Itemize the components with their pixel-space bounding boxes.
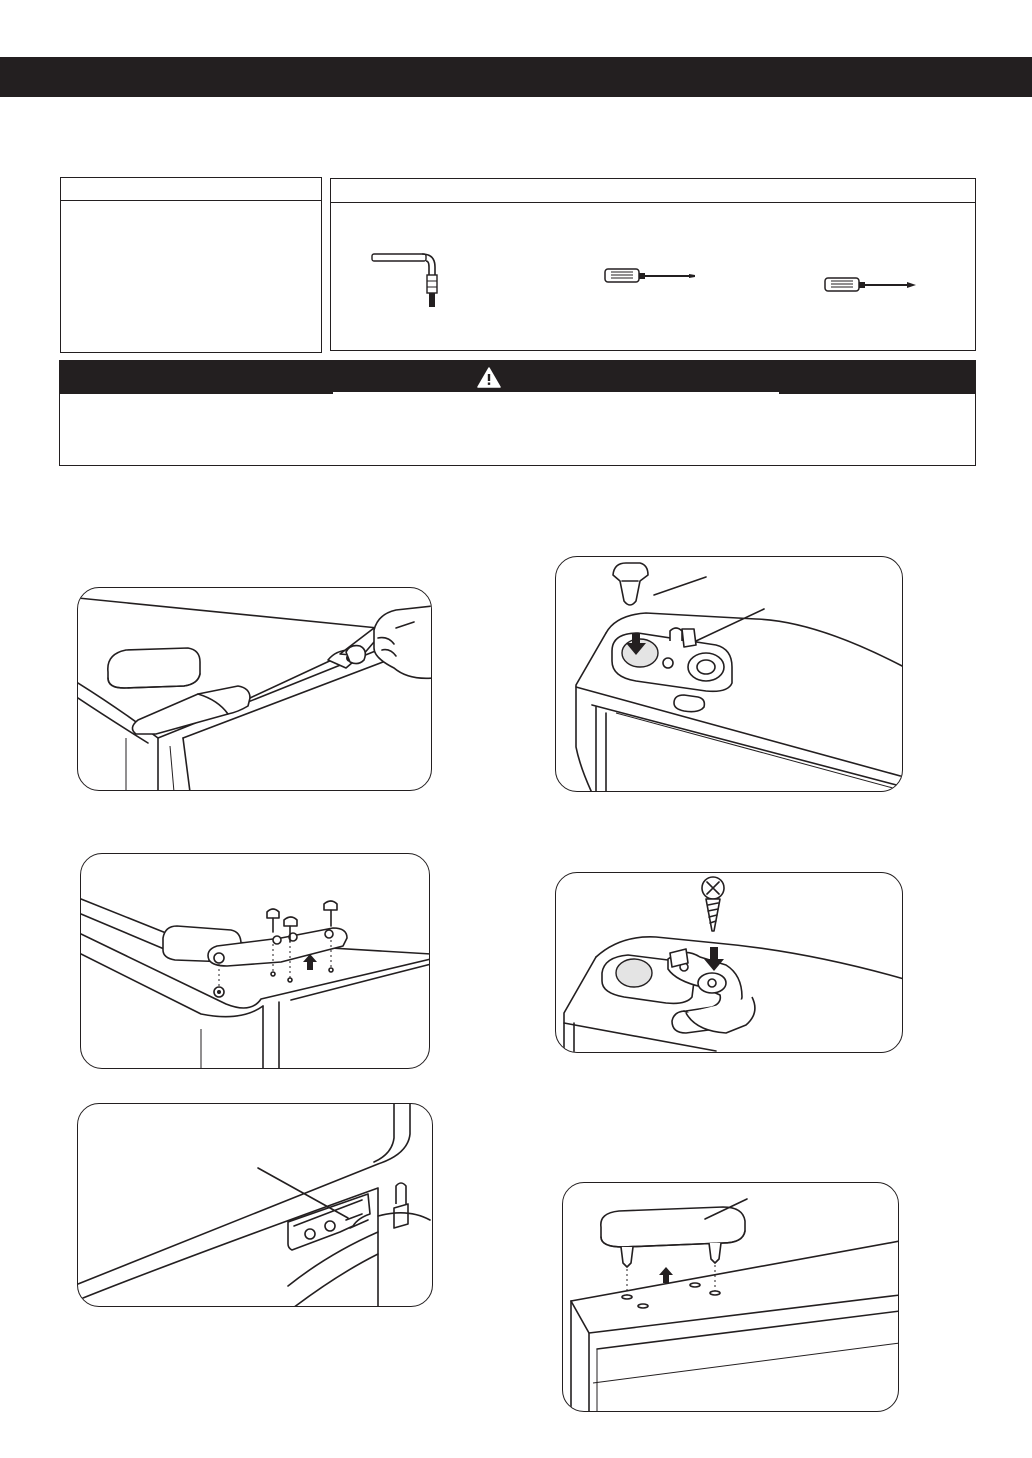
warning-triangle-icon — [476, 366, 502, 389]
install-hinge-cover-figure — [562, 1182, 899, 1412]
parts-box — [60, 177, 322, 353]
flat-screwdriver-icon — [603, 265, 699, 289]
phillips-screwdriver-icon — [823, 274, 919, 298]
warning-bar — [59, 360, 975, 394]
remove-top-hinge-screws-figure — [80, 853, 430, 1069]
tools-box — [330, 178, 976, 351]
tools-box-header — [331, 179, 975, 203]
hinge-bracket-figure — [77, 1103, 433, 1307]
warning-underline — [333, 392, 779, 395]
remove-hinge-cover-figure — [77, 587, 432, 791]
socket-wrench-icon — [367, 245, 447, 315]
header-band — [0, 57, 1032, 97]
insert-hinge-pin-cap-figure — [555, 556, 903, 792]
attach-hinge-screw-figure — [555, 872, 903, 1053]
parts-box-header — [61, 178, 321, 201]
